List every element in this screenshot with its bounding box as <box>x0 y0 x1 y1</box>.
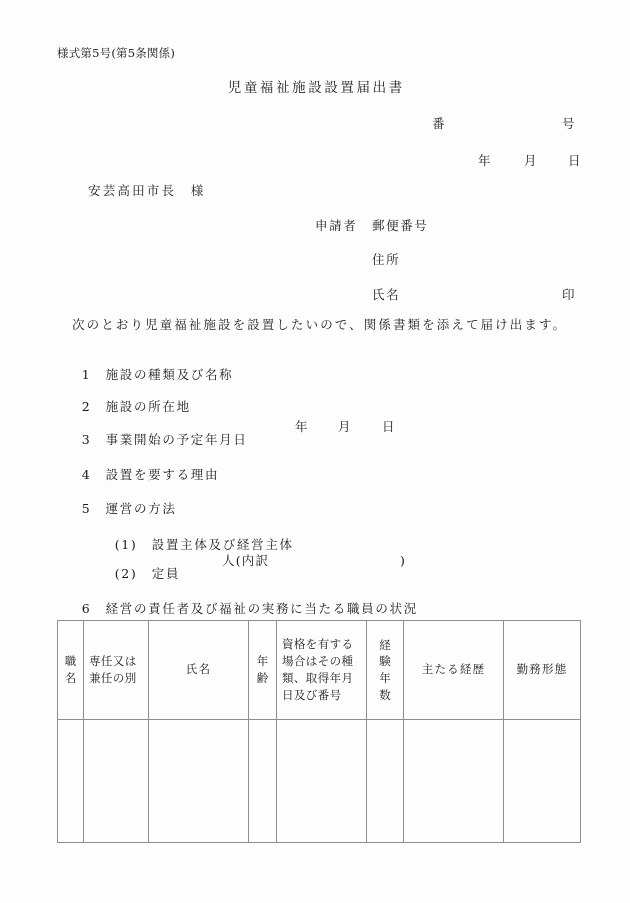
item-3-number: 3 <box>81 431 92 447</box>
staff-table <box>57 620 581 843</box>
capacity-unit-breakdown-label: 人(内訳 <box>222 553 270 568</box>
item-5-label: 運営の方法 <box>105 500 177 516</box>
item-4 <box>59 456 219 494</box>
item-4-label: 設置を要する理由 <box>105 466 220 482</box>
form-number: 様式第5号(第5条関係) <box>57 46 176 60</box>
item-3-month-label: 月 <box>338 419 352 434</box>
column-header-age-text: 年齢 <box>256 654 269 685</box>
item-3 <box>59 421 248 459</box>
sub-item-1-number: (1) <box>114 536 138 552</box>
cell-work-style[interactable] <box>504 720 581 843</box>
item-5-number: 5 <box>81 500 92 516</box>
column-header-full-or-part-text: 専任又は兼任の別 <box>89 653 137 685</box>
item-1-label: 施設の種類及び名称 <box>105 366 234 382</box>
item-6-number: 6 <box>81 600 92 616</box>
sub-item-2-number: (2) <box>114 565 138 581</box>
item-6-label: 経営の責任者及び福祉の実務に当たる職員の状況 <box>105 600 418 616</box>
applicant-address-label: 住所 <box>372 252 401 267</box>
document-number-label: 番 <box>432 116 446 131</box>
table-row <box>58 720 581 843</box>
item-3-year-label: 年 <box>295 419 309 434</box>
issue-date-day-label: 日 <box>568 153 582 168</box>
issue-date-year-label: 年 <box>478 153 492 168</box>
cell-age[interactable] <box>249 720 277 843</box>
column-header-years-experience-text: 経験年数 <box>379 637 391 702</box>
column-header-qualification-text: 資格を有する場合はその種類、取得年月日及び番号 <box>282 636 354 703</box>
column-header-qualification <box>277 621 367 720</box>
sub-item-2-label: 定員 <box>151 565 181 581</box>
applicant-seal-label: 印 <box>562 287 576 302</box>
item-2-label: 施設の所在地 <box>105 398 191 414</box>
addressee: 安芸高田市長 様 <box>88 183 206 198</box>
item-1-number: 1 <box>81 366 92 382</box>
cell-main-career[interactable] <box>404 720 504 843</box>
column-header-full-or-part <box>84 621 149 720</box>
column-header-job-title-text: 職名 <box>64 654 77 685</box>
applicant-name-label: 氏名 <box>372 287 401 302</box>
cell-full-or-part[interactable] <box>84 720 149 843</box>
lead-sentence: 次のとおり児童福祉施設を設置したいので、関係書類を添えて届け出ます。 <box>72 317 568 332</box>
item-5 <box>59 490 177 528</box>
cell-name[interactable] <box>149 720 249 843</box>
column-header-main-career-text: 主たる経歴 <box>421 662 486 677</box>
item-2 <box>59 388 191 426</box>
applicant-postal-code-label: 郵便番号 <box>372 218 429 233</box>
sub-item-2 <box>92 555 180 593</box>
capacity-close-paren: ) <box>400 553 406 568</box>
table-header-row <box>58 621 581 720</box>
column-header-name-text: 氏名 <box>185 662 212 677</box>
item-4-number: 4 <box>81 466 92 482</box>
cell-years-experience[interactable] <box>367 720 404 843</box>
column-header-name <box>149 621 249 720</box>
column-header-work-style-text: 勤務形態 <box>516 662 568 677</box>
page-title: 児童福祉施設設置届出書 <box>227 80 405 96</box>
cell-job-title[interactable] <box>58 720 84 843</box>
sub-item-1-label: 設置主体及び経営主体 <box>151 536 294 552</box>
issue-date-month-label: 月 <box>524 153 538 168</box>
item-2-number: 2 <box>81 398 92 414</box>
column-header-age <box>249 621 277 720</box>
document-number-suffix: 号 <box>562 116 576 131</box>
item-3-label: 事業開始の予定年月日 <box>105 431 248 447</box>
applicant-label: 申請者 <box>315 218 358 233</box>
column-header-work-style <box>504 621 581 720</box>
item-3-day-label: 日 <box>382 419 396 434</box>
column-header-main-career <box>404 621 504 720</box>
column-header-job-title <box>58 621 84 720</box>
column-header-years-experience <box>367 621 404 720</box>
cell-qualification[interactable] <box>277 720 367 843</box>
